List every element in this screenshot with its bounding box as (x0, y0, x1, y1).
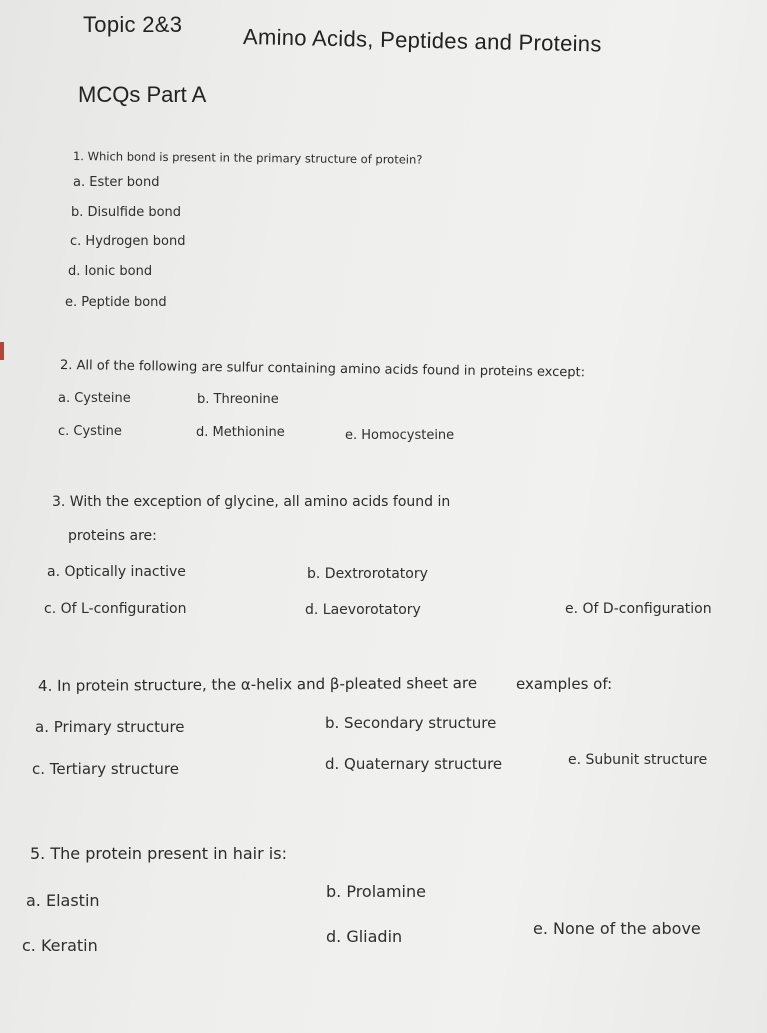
option-e: e. Subunit structure (568, 752, 708, 768)
option-e: e. Of D-configuration (565, 601, 712, 617)
option-a: a. Ester bond (73, 175, 160, 190)
option-c: c. Of L-configuration (44, 601, 187, 617)
question-text-part-1: 4. In protein structure, the α-helix and β-pleated sheet are (37, 673, 478, 695)
page-edge-mark (0, 342, 4, 360)
option-c: c. Keratin (22, 936, 98, 955)
option-b: b. Dextrorotatory (307, 566, 428, 582)
option-b: b. Disulfide bond (71, 205, 182, 220)
option-a: a. Elastin (26, 891, 100, 910)
option-c: c. Cystine (58, 424, 122, 439)
question-text-line-2: proteins are: (68, 528, 157, 544)
topic-label: Topic 2&3 (83, 12, 183, 37)
question-text: 2. All of the following are sulfur containing amino acids found in proteins except: (59, 358, 586, 381)
option-d: d. Gliadin (326, 927, 403, 946)
option-c: c. Tertiary structure (32, 760, 179, 778)
option-c: c. Hydrogen bond (70, 234, 186, 249)
option-e: e. Peptide bond (65, 295, 167, 310)
option-d: d. Ionic bond (68, 264, 153, 279)
option-b: b. Prolamine (326, 882, 426, 901)
option-b: b. Secondary structure (325, 714, 497, 732)
option-e: e. Homocysteine (345, 428, 455, 443)
question-text: 5. The protein present in hair is: (30, 844, 287, 863)
option-d: d. Laevorotatory (305, 602, 421, 618)
question-text-line-1: 3. With the exception of glycine, all amino acids found in (52, 494, 451, 510)
option-a: a. Primary structure (35, 718, 185, 736)
option-d: d. Methionine (196, 425, 285, 440)
option-b: b. Threonine (197, 392, 279, 407)
option-a: a. Optically inactive (47, 564, 186, 580)
section-subtitle: MCQs Part A (78, 82, 207, 107)
option-a: a. Cysteine (58, 391, 131, 406)
question-text: 1. Which bond is present in the primary structure of protein? (72, 149, 423, 167)
document-title: Amino Acids, Peptides and Proteins (242, 24, 602, 57)
option-e: e. None of the above (533, 919, 701, 938)
option-d: d. Quaternary structure (325, 755, 503, 773)
question-text-part-2: examples of: (516, 675, 613, 693)
